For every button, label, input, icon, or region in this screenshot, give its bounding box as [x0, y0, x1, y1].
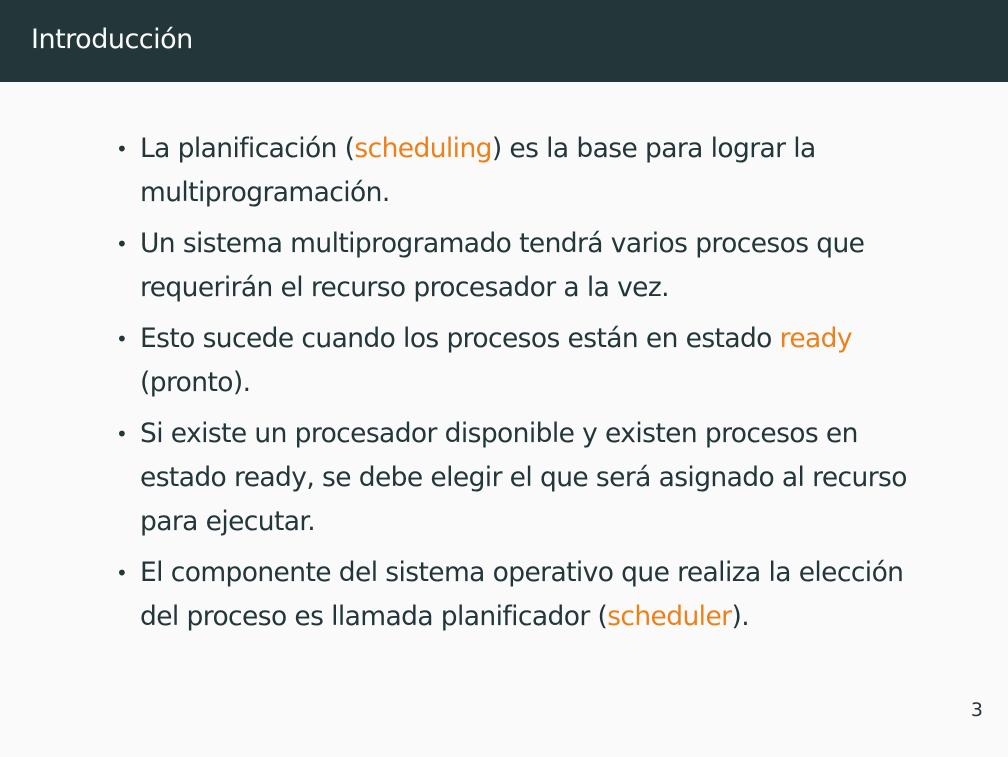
bullet-list — [116, 127, 936, 639]
bullet-dot-icon: • — [116, 422, 128, 446]
bullet-dot-icon: • — [116, 232, 128, 256]
bullet-text-before: Esto sucede cuando los procesos están en estado — [140, 323, 780, 354]
highlight-scheduler: scheduler — [607, 601, 732, 632]
frame-title-bar — [0, 0, 1008, 82]
bullet-text-before: El componente del sistema operativo que realiza la elección del proceso es llamada planificador ( — [140, 557, 904, 632]
bullet-item-scheduler — [116, 551, 936, 639]
bullet-item-ready — [116, 317, 936, 405]
bullet-dot-icon: • — [116, 327, 128, 351]
frame-title: Introducción — [31, 24, 193, 55]
bullet-item-procesador-disponible — [116, 412, 936, 544]
highlight-scheduling: scheduling — [354, 133, 492, 164]
bullet-dot-icon: • — [116, 137, 128, 161]
highlight-ready: ready — [779, 323, 852, 354]
bullet-text-after: ) es la base para lograr la multiprogramación. — [140, 133, 816, 208]
bullet-text: Un sistema multiprogramado tendrá varios procesos que requerirán el recurso procesador a la vez. — [140, 228, 865, 303]
page-number: 3 — [970, 699, 983, 721]
bullet-text: Si existe un procesador disponible y existen procesos en estado ready, se debe elegir el que será asignado al recurso para ejecutar. — [140, 418, 907, 537]
bullet-text-before: La planificación ( — [140, 133, 355, 164]
slide-content — [116, 127, 936, 646]
bullet-item-multiprogramado — [116, 222, 936, 310]
bullet-dot-icon: • — [116, 561, 128, 585]
bullet-text-after: ). — [731, 601, 750, 632]
bullet-text-after: (pronto). — [140, 367, 251, 398]
bullet-item-scheduling — [116, 127, 936, 215]
